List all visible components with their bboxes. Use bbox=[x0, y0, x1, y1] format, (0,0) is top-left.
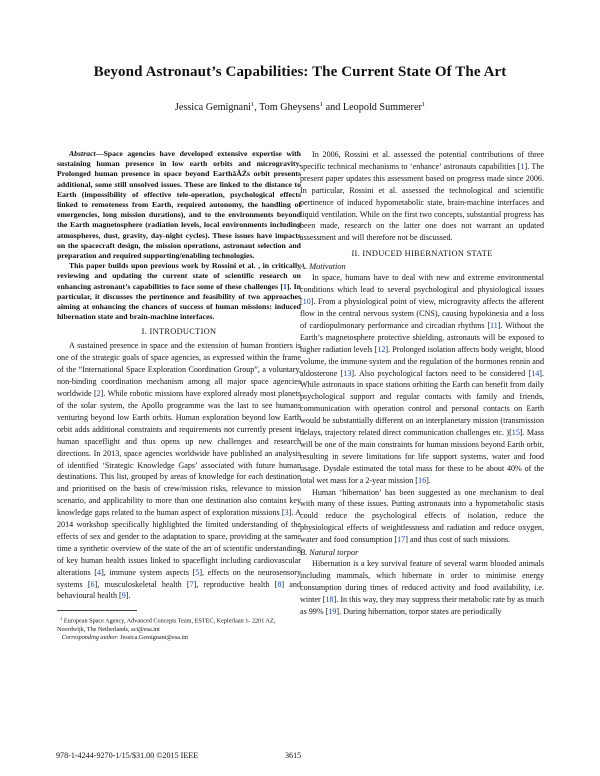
isbn-footer: 978-1-4244-9270-1/15/$31.00 ©2015 IEEE bbox=[56, 751, 199, 760]
subsection-heading-motivation: A. Motivation bbox=[300, 262, 346, 272]
citation-link[interactable]: 1 bbox=[282, 281, 287, 291]
abstract bbox=[57, 149, 301, 322]
page-number: 3615 bbox=[285, 751, 302, 760]
citation-link[interactable]: 3 bbox=[284, 508, 289, 518]
citation-link[interactable]: 11 bbox=[490, 320, 498, 330]
body-paragraph: A sustained presence in space and the extension of human frontiers is one of the strategic goals of space agencies, as expressed within the frame of the “International Space Exploration Coordination Group”, a voluntary, non-binding coordination mechanism among all major space agencies worldwide [2]. While robotic missions have explored already most planets of the solar system, the Apollo programme was the last to see humans venturing beyond low Earth orbits. Human exploration beyond low Earth orbit adds additional constraints and requirements not currently present in human spaceflight and thus opens up new challenges and research directions. In 2013, space agencies worldwide have published an analysis of identified ‘Strategic Knowledge Gaps’ associated with future human destinations. This list, grouped by areas of knowledge for each destination and prioritised on the basis of crew/mission risks, relevance to mission scenario, and applicability to more than one destination also contains key knowledge gaps related to the human aspect of exploration missions [3]. A 2014 workshop specifically highlighted the limited understanding of the effects of sex and gender to the adaptation to space, providing at the same time a synthetic overview of the state of the art of scientific understanding of key human health issues linked to spaceflight including cardiovascular alterations [4], immune system aspects [5], effects on the neurosensory systems [6], musculoskeletal health [7], reproductive health [8] and behavioural health [9]. bbox=[57, 341, 302, 601]
author-list bbox=[0, 101, 600, 113]
affiliation-mark: 1 bbox=[421, 101, 426, 108]
body-paragraph: In space, humans have to deal with new and extreme environmental conditions which lead to several psychological and physiological issues [10]. From a physiological point of view, microgravity affects the afferent flow in the central nervous system (CNS), causing hypokinesia and a loss of cardiopulmonary performance and circadian rhythms [11]. Without the Earth’s magnetosphere protective shielding, astronauts will be exposed to higher radiation levels [12]. Prolonged isolation affects body weight, blood volume, the immune system and the regulation of the hormones rennin and aldosterone [13]. Also psychological factors need to be considered [14]. While astronauts in space stations orbiting the Earth can benefit from daily psychological support and regular contacts with family and friends, communication with operation control and personal contacts on Earth would be substantially different on an interplanetary mission (transmission delays, trajectory related direct communication challenges etc. )[15]. Mass will be one of the main constraints for human missions beyond Earth orbit, resulting in severe limitations for life support systems, water and food usage. Dysdale estimated the total mass for these to be about 40% of the total wet mass for a 2-year mission [16]. bbox=[300, 273, 544, 485]
citation-link[interactable]: 13 bbox=[343, 368, 352, 378]
citation-link[interactable]: 5 bbox=[195, 567, 200, 577]
citation-link[interactable]: 10 bbox=[302, 297, 311, 307]
affiliation-mark: 1 bbox=[319, 101, 324, 108]
citation-link[interactable]: 2 bbox=[96, 389, 101, 399]
citation-link[interactable]: 4 bbox=[97, 567, 102, 577]
author-name: Jessica Gemignani bbox=[174, 102, 251, 113]
body-paragraph: Human ‘hibernation’ has been suggested as one mechanism to deal with many of these issues. Putting astronauts into a hypometabolic stasis could reduce the psychological effects of isolation, reduce the physiological effects of weightlessness and radiation and reduce oxygen, water and food consumption [17] and thus cost of such missions. bbox=[300, 487, 544, 545]
citation-link[interactable]: 18 bbox=[325, 594, 334, 604]
citation-link[interactable]: 7 bbox=[189, 579, 194, 589]
citation-link[interactable]: 9 bbox=[121, 591, 126, 601]
author-name: Tom Gheysens bbox=[259, 102, 320, 113]
footnote-divider bbox=[57, 610, 137, 611]
abstract-label: Abstract bbox=[69, 149, 96, 158]
right-column bbox=[300, 149, 544, 618]
citation-link[interactable]: 6 bbox=[90, 579, 95, 589]
citation-link[interactable]: 8 bbox=[277, 579, 282, 589]
subsection-heading-natural-torpor: B. Natural torpor bbox=[300, 548, 359, 558]
citation-link[interactable]: 15 bbox=[511, 428, 520, 438]
citation-link[interactable]: 14 bbox=[531, 368, 540, 378]
footnote bbox=[57, 615, 301, 642]
section-heading-introduction: I. INTRODUCTION bbox=[141, 327, 217, 337]
citation-link[interactable]: 17 bbox=[397, 535, 406, 545]
left-column bbox=[57, 149, 301, 642]
section-heading-hibernation: II. INDUCED HIBERNATION STATE bbox=[351, 249, 493, 259]
paper-title: Beyond Astronaut’s Capabilities: The Current State Of The Art bbox=[93, 64, 507, 80]
author-separator: , bbox=[254, 102, 260, 113]
citation-link[interactable]: 16 bbox=[418, 475, 427, 485]
abstract-paragraph: Abstract—Space agencies have developed extensive expertise with sustaining human presence in low earth orbits and microgravity. Prolonged human presence in space beyond EarthâĂŹs orbit presents additional, some still unsolved issues. These are linked to the distance to Earth (impossibility of effective tele-operation, psychological effects linked to remoteness from Earth, required autonomy, the handling of emergencies, long mission durations), and to the environments beyond the Earth magnetosphere (radiation levels, local environments including atmospheres, dust, gravity, day-night cycles). These issues have impacts on the spacecraft design, the mission operations, astronaut selection and preparation and required supporting/enabling technologies. bbox=[57, 149, 301, 261]
body-paragraph: In 2006, Rossini et al. assessed the potential contributions of three specific technical mechanisms to ‘enhance’ astronauts capabilities [1]. The present paper updates this assessment based on progress made since 2006. In particular, Rossini et al. assessed the technological and scientific pertinence of induced hypometabolic state, brain-machine interfaces and liquid ventilation. While on the first two concepts, substantial progress has been made, research on the latter one does not warrant an updated assessment and will therefore not be discussed. bbox=[300, 150, 544, 243]
footnote-corresponding-author: Corresponding author: Jessica.Gemignani@esa.int bbox=[61, 633, 189, 641]
abstract-paragraph: This paper builds upon previous work by Rossini et al. , in critically reviewing and updating the current state of scientific research on enhancing astronaut’s capabilities to face some of these challenges [1]. In particular, it discusses the pertinence and feasibility of two approaches aiming at enhancing the chances of success of human missions: induced hibernation state and brain-machine interfaces. bbox=[57, 261, 301, 322]
citation-link[interactable]: 19 bbox=[328, 606, 337, 616]
author-name: Leopold Summerer bbox=[342, 102, 422, 113]
author-separator: and bbox=[323, 102, 343, 113]
affiliation-mark: 1 bbox=[251, 101, 255, 108]
footnote-affiliation: $^1$ European Space Agency, Advanced Concepts Team, ESTEC, Keplerlaan 1- 2201 AZ, Noordwijk, The Netherlands, act@esa.int bbox=[57, 616, 276, 633]
citation-link[interactable]: 12 bbox=[377, 344, 386, 354]
body-paragraph: Hibernation is a key survival feature of several warm blooded animals including mammals, which hibernate in order to minimise energy consumption during times of reduced activity and food availability, i.e. winter [18]. In this way, they may suppress their metabolic rate by as much as 99% [19]. During hibernation, torpor states are periodically bbox=[300, 559, 544, 616]
citation-link[interactable]: 1 bbox=[520, 161, 525, 171]
